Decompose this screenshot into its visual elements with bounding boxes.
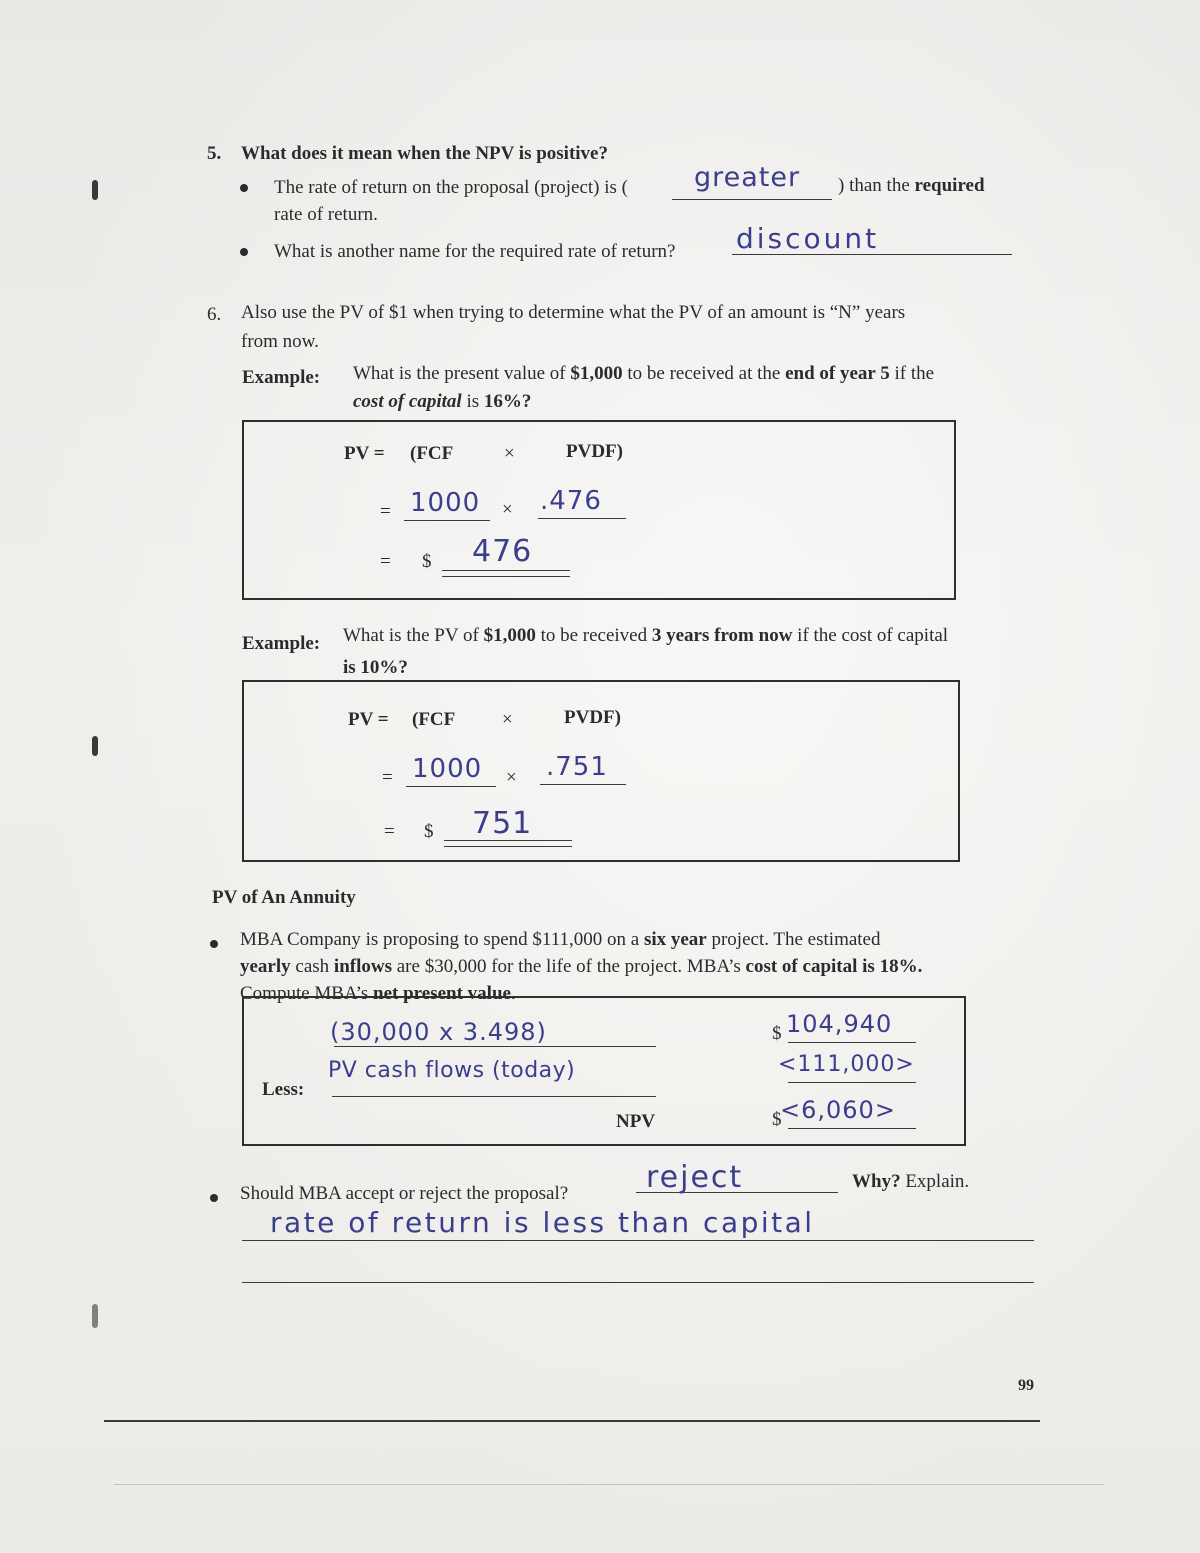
example1-label: Example: [242, 367, 321, 388]
npv-cost-line [788, 1082, 916, 1083]
formula1-result: 476 [472, 534, 533, 569]
annuity-l2e: cost of capital is 18%. [745, 956, 923, 977]
formula2-eq1: = [382, 767, 393, 788]
annuity-problem-line2 [240, 955, 922, 979]
formula1-pvdf-line [538, 518, 626, 519]
bullet-icon [240, 184, 248, 192]
annuity-l2c: inflows [333, 956, 392, 977]
annuity-l1b: six year [643, 929, 707, 950]
formula2-dollar: $ [424, 821, 434, 842]
npv-calc-line [334, 1046, 656, 1047]
example1-seg3: if the [894, 363, 935, 384]
example1-seg1: What is the present value of [353, 363, 566, 384]
npv-less-label: Less: [262, 1079, 305, 1100]
bullet-icon [210, 940, 218, 948]
formula2-times2: × [506, 767, 517, 788]
q5-answer1: greater [694, 162, 801, 193]
binder-mark-bottom [92, 1304, 98, 1328]
example2-line2: is 10%? [343, 657, 408, 678]
npv-less-line [332, 1096, 656, 1097]
formula1-result-line1 [442, 570, 570, 571]
q5-bullet2-text: What is another name for the required rate of return? [274, 241, 676, 262]
footer-rule-1 [104, 1420, 1040, 1422]
example2-formula-box [242, 680, 960, 862]
decision-explanation: rate of return is less than capital [270, 1206, 815, 1239]
explanation-line-1 [242, 1240, 1034, 1241]
formula2-pvdf: PVDF) [564, 707, 621, 728]
q5-bullet1-bold: required [914, 175, 985, 196]
example1-line2 [353, 390, 531, 414]
example2-amount: $1,000 [483, 625, 536, 646]
example1-line1 [353, 362, 934, 386]
formula1-fcf-value: 1000 [410, 488, 481, 518]
q5-bullet1-before: The rate of return on the proposal (project) is ( [274, 177, 629, 198]
footer-rule-2 [114, 1484, 1104, 1485]
q6-line2: from now. [241, 331, 319, 352]
q5-bullet1-line2: rate of return. [274, 204, 378, 225]
formula1-pvdf: PVDF) [566, 441, 623, 462]
formula2-fcf: (FCF [412, 709, 456, 730]
npv-cost-value: <111,000> [778, 1052, 915, 1077]
q5-bullet1-after-text: ) than the [838, 175, 910, 196]
example1-seg4: is [466, 391, 480, 412]
formula2-pvdf-line [540, 784, 626, 785]
decision-answer: reject [646, 1160, 744, 1195]
example2-seg3: if the cost of capital [797, 625, 949, 646]
formula1-fcf-line [404, 520, 490, 521]
npv-result-line [788, 1128, 916, 1129]
formula2-fcf-value: 1000 [412, 754, 483, 784]
example1-seg2: to be received at the [627, 363, 781, 384]
annuity-l3a: Compute MBA’s [240, 983, 369, 1004]
q5-number: 5. [207, 143, 222, 164]
example2-timing: 3 years from now [651, 625, 793, 646]
npv-pv-line [788, 1042, 916, 1043]
formula2-pvdf-value: .751 [546, 752, 608, 782]
q5-bullet1-text [274, 176, 628, 200]
example2-label: Example: [242, 633, 321, 654]
binder-mark-top [92, 180, 98, 200]
annuity-l1c: project. The estimated [711, 929, 881, 950]
q5-answer1-line [672, 199, 832, 200]
formula1-eq2: = [380, 551, 391, 572]
annuity-l3b: net present value. [373, 983, 516, 1004]
annuity-l2d: are $30,000 for the life of the project. MBA’s [396, 956, 741, 977]
example2-line1 [343, 624, 948, 648]
formula2-fcf-line [406, 786, 496, 787]
example1-timing: end of year 5 [785, 363, 890, 384]
example1-rate: 16%? [483, 391, 532, 412]
example2-seg1: What is the PV of [343, 625, 479, 646]
formula2-pv: PV = [348, 709, 389, 730]
example2-seg2: to be received [540, 625, 648, 646]
decision-explain: Explain. [905, 1171, 970, 1192]
formula1-pvdf-value: .476 [540, 486, 602, 516]
decision-question: Should MBA accept or reject the proposal? [240, 1183, 569, 1204]
q5-bullet1-after [838, 174, 985, 198]
binder-mark-middle [92, 736, 98, 756]
formula2-result: 751 [472, 806, 533, 841]
formula1-eq1: = [380, 501, 391, 522]
formula1-dollar: $ [422, 551, 432, 572]
q5-question: What does it mean when the NPV is positive? [241, 143, 608, 164]
bullet-icon [240, 248, 248, 256]
formula1-fcf: (FCF [410, 443, 454, 464]
formula2-eq2: = [384, 821, 395, 842]
page-number: 99 [1018, 1377, 1034, 1394]
example1-amount: $1,000 [570, 363, 623, 384]
npv-dollar-2: $ [772, 1109, 782, 1130]
example1-formula-box [242, 420, 956, 600]
formula2-times: × [502, 709, 513, 730]
decision-why: Why? [852, 1171, 901, 1192]
annuity-l2a: yearly [240, 956, 291, 977]
bullet-icon [210, 1194, 218, 1202]
annuity-heading: PV of An Annuity [212, 887, 356, 908]
q6-line1: Also use the PV of $1 when trying to determine what the PV of an amount is “N” years [241, 302, 906, 323]
npv-pv-value: 104,940 [786, 1010, 893, 1038]
formula1-times2: × [502, 499, 513, 520]
annuity-problem-line1 [240, 928, 881, 952]
decision-why-explain [852, 1170, 969, 1194]
npv-dollar-1: $ [772, 1023, 782, 1044]
formula2-result-line2 [444, 846, 572, 847]
formula1-times: × [504, 443, 515, 464]
q6-number: 6. [207, 304, 222, 325]
npv-label: NPV [616, 1111, 656, 1132]
example1-cost-label: cost of capital [353, 391, 462, 412]
explanation-line-2 [242, 1282, 1034, 1283]
q5-answer2: discount [736, 222, 880, 255]
formula1-result-line2 [442, 576, 570, 577]
npv-table-box [242, 996, 966, 1146]
formula1-pv: PV = [344, 443, 385, 464]
annuity-l2b: cash [295, 956, 330, 977]
npv-hand-label: PV cash flows (today) [328, 1058, 576, 1083]
npv-hand-calc: (30,000 x 3.498) [330, 1018, 547, 1046]
annuity-l1a: MBA Company is proposing to spend $111,000 on a [240, 929, 640, 950]
npv-result-value: <6,060> [780, 1096, 896, 1124]
